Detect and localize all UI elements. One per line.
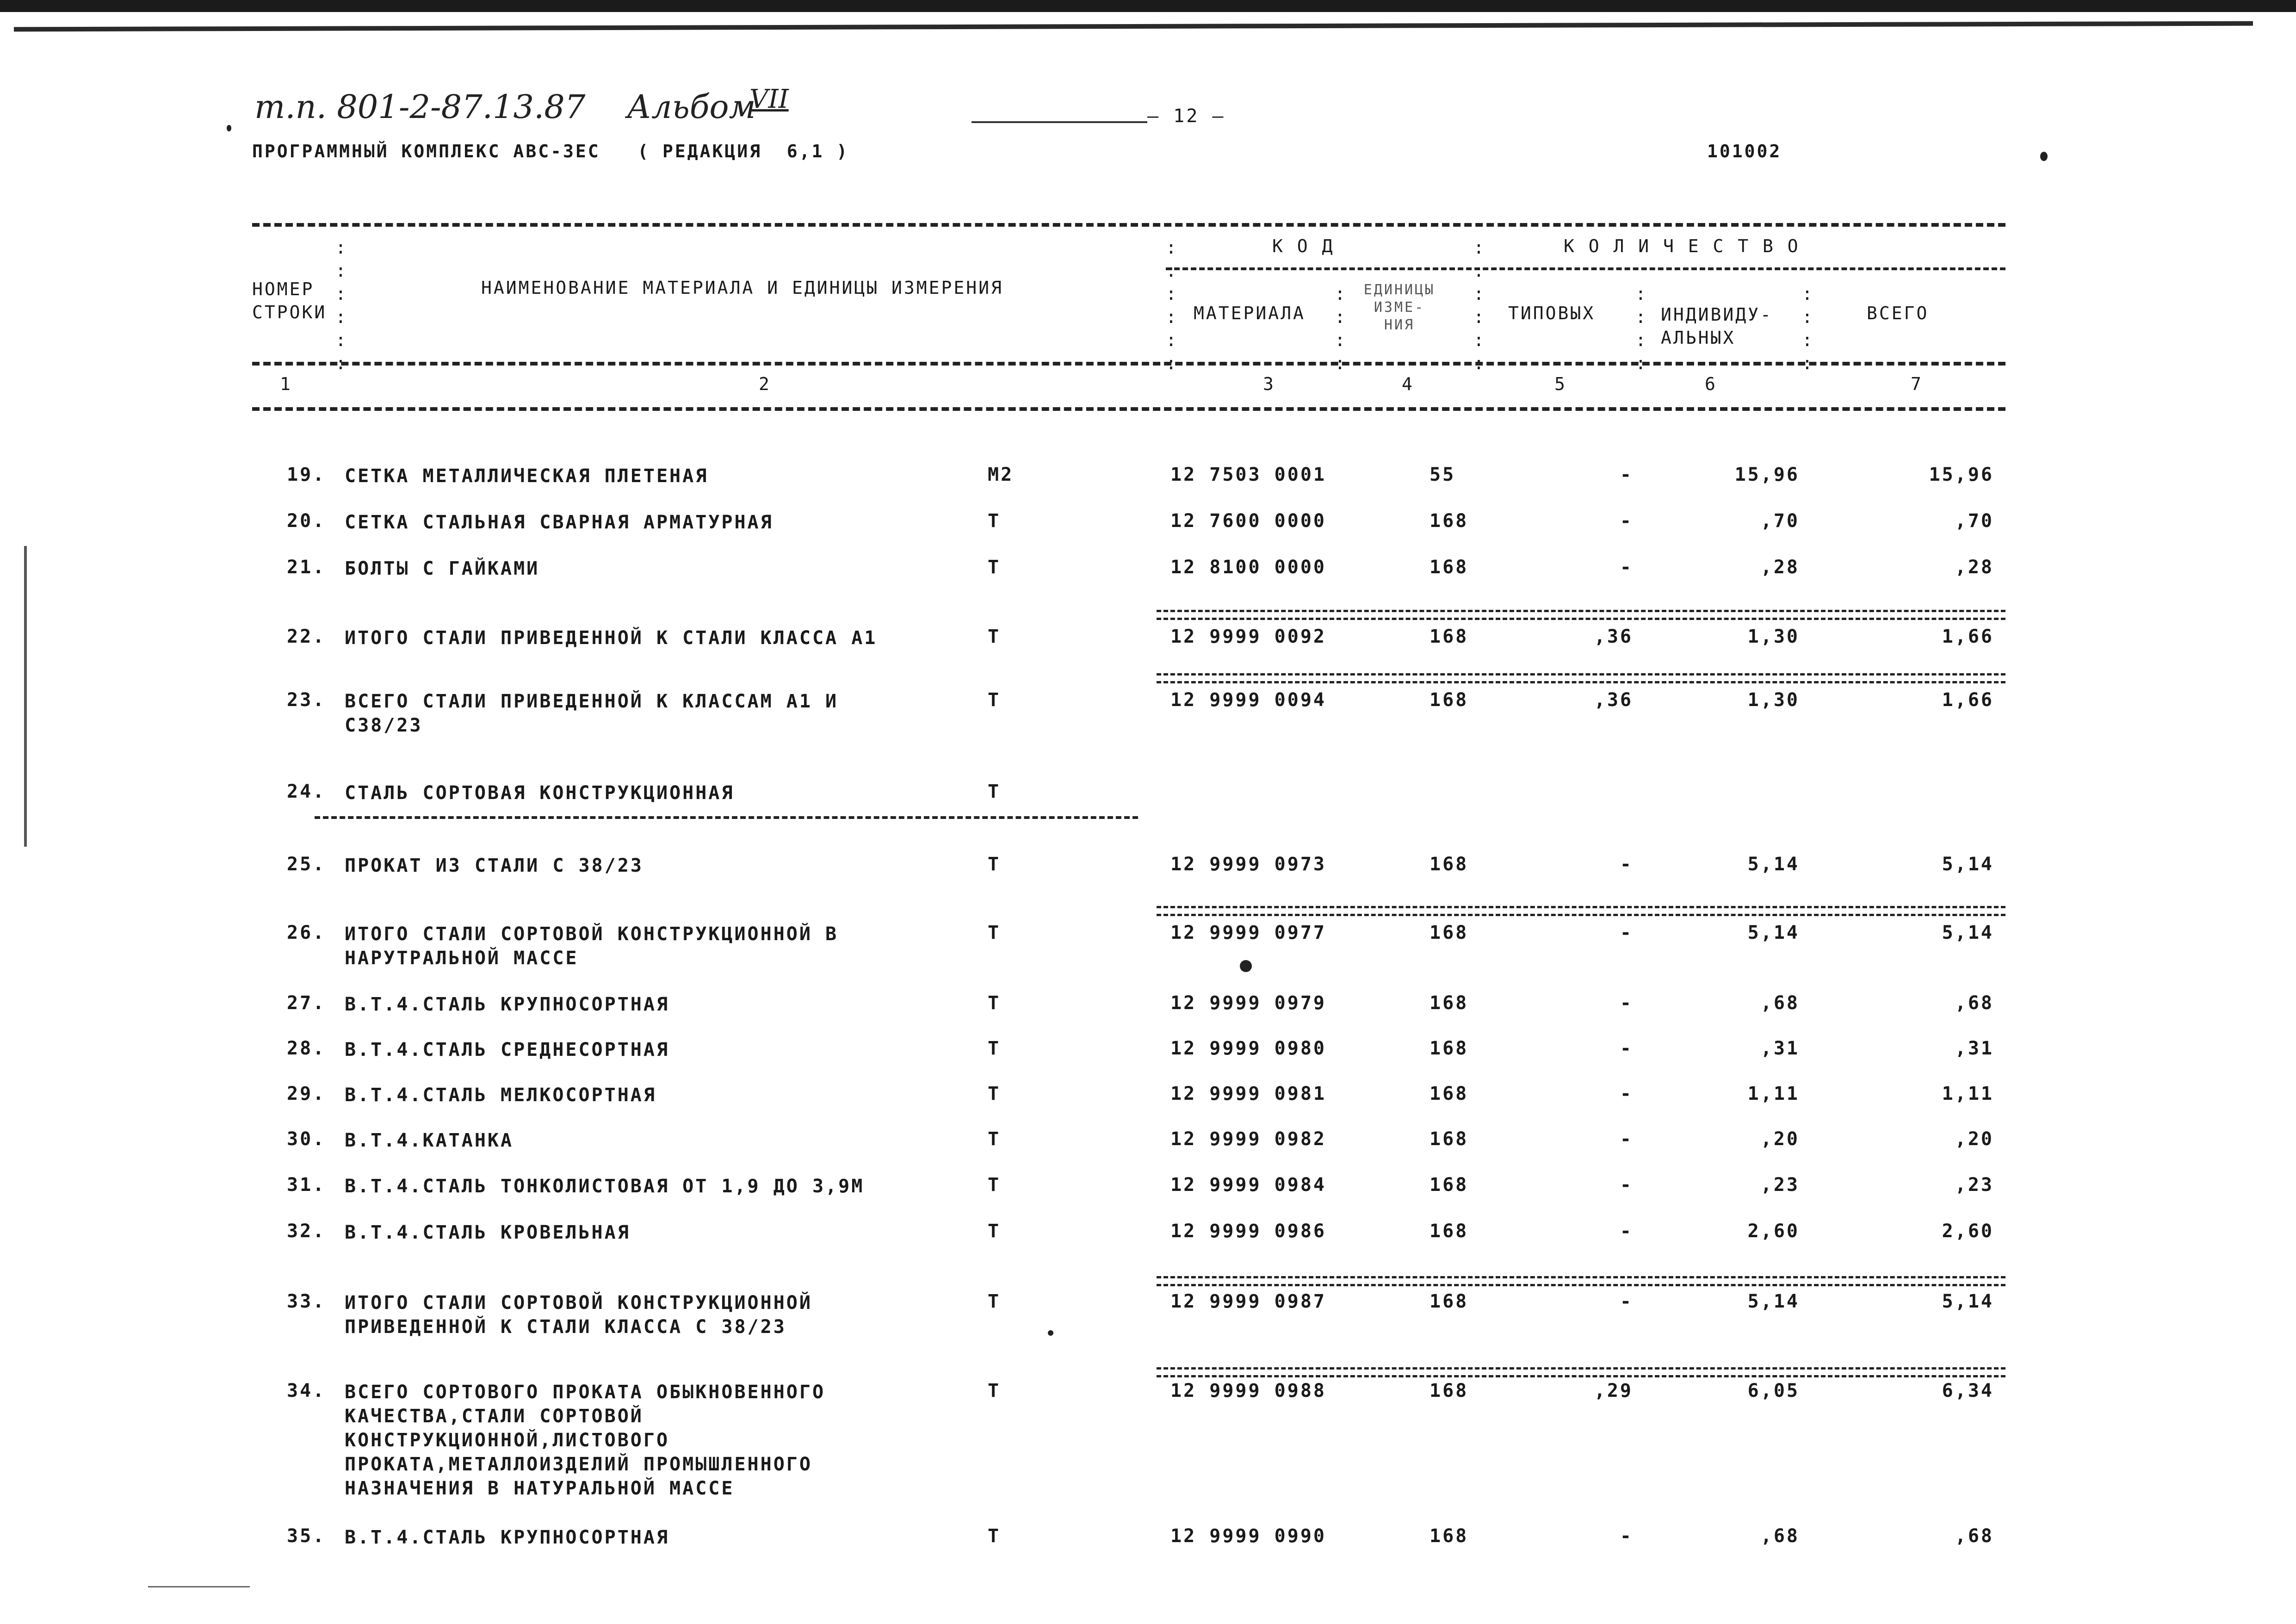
scan-left-edge-mark bbox=[24, 546, 27, 847]
material-code: 12 9999 0987 bbox=[1170, 1291, 1326, 1312]
handwritten-album: Альбом bbox=[627, 88, 756, 126]
page-number: — 12 — bbox=[1147, 105, 1225, 127]
row-number: 21. bbox=[287, 557, 326, 578]
header-colnum-rule bbox=[252, 362, 2005, 366]
qty-total: ,28 bbox=[1955, 557, 1994, 578]
material-name: ИТОГО СТАЛИ СОРТОВОЙ КОНСТРУКЦИОННОЙ В НАРУТРАЛЬНОЙ МАССЕ bbox=[345, 924, 839, 969]
qty-typical: - bbox=[1620, 992, 1633, 1014]
row-number: 28. bbox=[287, 1038, 326, 1059]
qty-typical: - bbox=[1620, 1083, 1633, 1104]
qty-typical: - bbox=[1620, 557, 1633, 578]
unit: Т bbox=[988, 922, 1001, 943]
unit-code: 168 bbox=[1430, 1083, 1469, 1104]
unit-code: 168 bbox=[1430, 992, 1469, 1014]
unit-code: 168 bbox=[1430, 854, 1469, 875]
material-name: ИТОГО СТАЛИ СОРТОВОЙ КОНСТРУКЦИОННОЙ ПРИВЕДЕННОЙ К СТАЛИ КЛАССА С 38/23 bbox=[345, 1292, 812, 1338]
qty-typical: - bbox=[1620, 1525, 1633, 1547]
row-number: 22. bbox=[287, 626, 326, 647]
unit-code: 168 bbox=[1430, 1128, 1469, 1150]
unit: Т bbox=[988, 510, 1001, 532]
underline-rule bbox=[972, 121, 1147, 123]
qty-individual: 5,14 bbox=[1747, 922, 1800, 943]
total-double-rule bbox=[1157, 1276, 2005, 1286]
material-code: 12 9999 0986 bbox=[1170, 1221, 1326, 1242]
material-code: 12 9999 0982 bbox=[1170, 1128, 1326, 1150]
header-quantity-group: К О Л И Ч Е С Т В О bbox=[1564, 236, 1800, 256]
material-code: 12 9999 0990 bbox=[1170, 1525, 1326, 1547]
unit-code: 55 bbox=[1430, 464, 1456, 485]
handwritten-album-number: VII bbox=[749, 84, 789, 114]
scan-speck bbox=[1048, 1330, 1053, 1336]
material-name: ВСЕГО СТАЛИ ПРИВЕДЕННОЙ К КЛАССАМ А1 И С38/23 bbox=[345, 691, 839, 736]
unit: Т bbox=[988, 1083, 1001, 1104]
total-double-rule bbox=[1157, 1367, 2005, 1377]
material-code: 12 9999 0094 bbox=[1170, 689, 1326, 711]
qty-typical: ,36 bbox=[1594, 689, 1633, 711]
material-name: СЕТКА СТАЛЬНАЯ СВАРНАЯ АРМАТУРНАЯ bbox=[345, 512, 774, 533]
col-number-2: 2 bbox=[759, 374, 771, 394]
scan-bottom-mark bbox=[148, 1586, 250, 1587]
unit: Т bbox=[988, 854, 1001, 875]
total-double-rule bbox=[1157, 673, 2005, 683]
qty-typical: ,29 bbox=[1594, 1380, 1633, 1401]
unit: Т bbox=[988, 1380, 1001, 1401]
material-name: ИТОГО СТАЛИ ПРИВЕДЕННОЙ К СТАЛИ КЛАССА А1 bbox=[345, 627, 878, 649]
header-bottom-rule bbox=[252, 407, 2005, 411]
header-code-material: МАТЕРИАЛА bbox=[1194, 303, 1306, 323]
unit-code: 168 bbox=[1430, 1038, 1469, 1059]
qty-typical: - bbox=[1620, 464, 1633, 485]
row-number: 23. bbox=[287, 689, 326, 711]
unit-code: 168 bbox=[1430, 557, 1469, 578]
qty-total: 1,11 bbox=[1942, 1083, 1994, 1104]
qty-individual: ,20 bbox=[1760, 1128, 1800, 1150]
qty-individual: 1,11 bbox=[1747, 1083, 1800, 1104]
row-number: 33. bbox=[287, 1291, 326, 1312]
qty-total: 5,14 bbox=[1942, 922, 1994, 943]
unit: Т bbox=[988, 626, 1001, 647]
qty-total: 15,96 bbox=[1929, 464, 1994, 485]
material-name: СЕТКА МЕТАЛЛИЧЕСКАЯ ПЛЕТЕНАЯ bbox=[345, 465, 709, 487]
header-code-unit: ЕДИНИЦЫ ИЗМЕ- НИЯ bbox=[1363, 282, 1436, 333]
material-name: В.Т.4.СТАЛЬ КРУПНОСОРТНАЯ bbox=[345, 994, 670, 1015]
qty-total: 5,14 bbox=[1942, 854, 1994, 875]
row-number: 19. bbox=[287, 464, 326, 485]
qty-total: 2,60 bbox=[1942, 1221, 1994, 1242]
qty-individual: 15,96 bbox=[1734, 464, 1800, 485]
header-separator-3: : : : : bbox=[1335, 284, 1347, 373]
material-code: 12 9999 0977 bbox=[1170, 922, 1326, 943]
qty-typical: - bbox=[1620, 1291, 1633, 1312]
qty-individual: 5,14 bbox=[1747, 854, 1800, 875]
header-mid-rule bbox=[1166, 267, 2005, 270]
handwritten-project-ref: т.п. 801-2-87.13.87 bbox=[254, 88, 586, 126]
row-number: 20. bbox=[287, 510, 326, 532]
material-name: ПРОКАТ ИЗ СТАЛИ С 38/23 bbox=[345, 855, 644, 876]
qty-total: 5,14 bbox=[1942, 1291, 1994, 1312]
material-name: В.Т.4.СТАЛЬ МЕЛКОСОРТНАЯ bbox=[345, 1085, 656, 1106]
qty-individual: 1,30 bbox=[1747, 689, 1800, 711]
row-number: 25. bbox=[287, 854, 326, 875]
unit-code: 168 bbox=[1430, 689, 1469, 711]
row-number: 24. bbox=[287, 781, 326, 802]
header-material-name: НАИМЕНОВАНИЕ МАТЕРИАЛА И ЕДИНИЦЫ ИЗМЕРЕНИЯ bbox=[481, 278, 1003, 298]
material-code: 12 7503 0001 bbox=[1170, 464, 1326, 485]
qty-total: ,70 bbox=[1955, 510, 1994, 532]
scan-top-shadow bbox=[14, 21, 2253, 32]
qty-typical: - bbox=[1620, 922, 1633, 943]
unit: Т bbox=[988, 1128, 1001, 1150]
unit-code: 168 bbox=[1430, 1221, 1469, 1242]
scan-top-edge bbox=[0, 0, 2296, 12]
scan-speck bbox=[227, 125, 231, 131]
material-code: 12 9999 0973 bbox=[1170, 854, 1326, 875]
unit: Т bbox=[988, 689, 1001, 711]
program-line: ПРОГРАММНЫЙ КОМПЛЕКС АВС-3ЕС ( РЕДАКЦИЯ 6,1 ) bbox=[252, 141, 849, 161]
unit-code: 168 bbox=[1430, 1380, 1469, 1401]
unit: Т bbox=[988, 992, 1001, 1014]
material-name: В.Т.4.КАТАНКА bbox=[345, 1130, 514, 1151]
row-number: 26. bbox=[287, 922, 326, 943]
unit: Т bbox=[988, 1291, 1001, 1312]
header-top-rule bbox=[252, 223, 2005, 227]
qty-typical: - bbox=[1620, 510, 1633, 532]
unit: Т bbox=[988, 1525, 1001, 1547]
row-number: 30. bbox=[287, 1128, 326, 1150]
col-number-6: 6 bbox=[1705, 374, 1717, 394]
qty-typical: - bbox=[1620, 1038, 1633, 1059]
qty-typical: - bbox=[1620, 1221, 1633, 1242]
section-rule bbox=[315, 816, 1138, 819]
qty-total: 1,66 bbox=[1942, 626, 1994, 647]
header-separator-5: : : : : bbox=[1635, 284, 1648, 373]
header-separator-6: : : : : bbox=[1802, 284, 1814, 373]
col-number-1: 1 bbox=[280, 374, 292, 394]
material-name: В.Т.4.СТАЛЬ СРЕДНЕСОРТНАЯ bbox=[345, 1039, 670, 1060]
qty-individual: 1,30 bbox=[1747, 626, 1800, 647]
qty-total: ,31 bbox=[1955, 1038, 1994, 1059]
col-number-7: 7 bbox=[1911, 374, 1923, 394]
header-separator-4: : : : : : : bbox=[1473, 237, 1486, 373]
material-code: 12 9999 0988 bbox=[1170, 1380, 1326, 1401]
qty-total: ,68 bbox=[1955, 992, 1994, 1014]
row-number: 32. bbox=[287, 1221, 326, 1242]
material-code: 12 8100 0000 bbox=[1170, 557, 1326, 578]
unit-code: 168 bbox=[1430, 922, 1469, 943]
unit-code: 168 bbox=[1430, 1525, 1469, 1547]
qty-typical: - bbox=[1620, 1174, 1633, 1196]
header-qty-typical: ТИПОВЫХ bbox=[1508, 303, 1596, 323]
material-code: 12 9999 0979 bbox=[1170, 992, 1326, 1014]
row-number: 34. bbox=[287, 1380, 326, 1401]
qty-individual: ,31 bbox=[1760, 1038, 1800, 1059]
total-double-rule bbox=[1157, 906, 2005, 916]
qty-individual: ,70 bbox=[1760, 510, 1800, 532]
qty-total: ,20 bbox=[1955, 1128, 1994, 1150]
qty-total: 1,66 bbox=[1942, 689, 1994, 711]
total-double-rule bbox=[1157, 610, 2005, 620]
material-code: 12 9999 0980 bbox=[1170, 1038, 1326, 1059]
unit: Т bbox=[988, 557, 1001, 578]
material-name: БОЛТЫ С ГАЙКАМИ bbox=[345, 558, 540, 579]
row-number: 35. bbox=[287, 1525, 326, 1547]
unit-code: 168 bbox=[1430, 510, 1469, 532]
unit: Т bbox=[988, 1221, 1001, 1242]
qty-individual: ,28 bbox=[1760, 557, 1800, 578]
col-number-4: 4 bbox=[1402, 374, 1414, 394]
material-name: СТАЛЬ СОРТОВАЯ КОНСТРУКЦИОННАЯ bbox=[345, 782, 735, 804]
material-name: В.Т.4.СТАЛЬ КРОВЕЛЬНАЯ bbox=[345, 1222, 631, 1243]
material-name: В.Т.4.СТАЛЬ ТОНКОЛИСТОВАЯ ОТ 1,9 ДО 3,9М bbox=[345, 1176, 865, 1197]
header-row-number: НОМЕР СТРОКИ bbox=[252, 279, 327, 322]
qty-total: 6,34 bbox=[1942, 1380, 1994, 1401]
material-name: В.Т.4.СТАЛЬ КРУПНОСОРТНАЯ bbox=[345, 1527, 670, 1548]
qty-total: ,68 bbox=[1955, 1525, 1994, 1547]
unit-code: 168 bbox=[1430, 626, 1469, 647]
unit-code: 168 bbox=[1430, 1174, 1469, 1196]
row-number: 31. bbox=[287, 1174, 326, 1196]
qty-individual: 6,05 bbox=[1747, 1380, 1800, 1401]
material-name: ВСЕГО СОРТОВОГО ПРОКАТА ОБЫКНОВЕННОГО КАЧЕСТВА,СТАЛИ СОРТОВОЙ КОНСТРУКЦИОННОЙ,ЛИСТОВОГО ПРОКАТА,МЕТАЛЛОИЗДЕЛИЙ ПРОМЫШЛЕННОГО НАЗНАЧЕНИЯ В НАТУРАЛЬНОЙ МАССЕ bbox=[345, 1382, 826, 1499]
scan-speck bbox=[1240, 960, 1252, 972]
header-code-group: К О Д bbox=[1272, 236, 1335, 256]
header-separator-2: : : : : : : bbox=[1166, 237, 1178, 373]
qty-typical: - bbox=[1620, 1128, 1633, 1150]
qty-individual: ,23 bbox=[1760, 1174, 1800, 1196]
header-qty-total: ВСЕГО bbox=[1867, 303, 1929, 323]
unit: М2 bbox=[988, 464, 1014, 485]
unit: Т bbox=[988, 1038, 1001, 1059]
col-number-3: 3 bbox=[1263, 374, 1275, 394]
qty-typical: - bbox=[1620, 854, 1633, 875]
qty-individual: ,68 bbox=[1760, 1525, 1800, 1547]
material-code: 12 9999 0984 bbox=[1170, 1174, 1326, 1196]
qty-individual: 5,14 bbox=[1747, 1291, 1800, 1312]
material-code: 12 7600 0000 bbox=[1170, 510, 1326, 532]
header-qty-individual: ИНДИВИДУ- АЛЬНЫХ bbox=[1661, 304, 1773, 348]
row-number: 29. bbox=[287, 1083, 326, 1104]
document-code: 101002 bbox=[1707, 141, 1782, 161]
unit: Т bbox=[988, 1174, 1001, 1196]
material-code: 12 9999 0981 bbox=[1170, 1083, 1326, 1104]
qty-total: ,23 bbox=[1955, 1174, 1994, 1196]
row-number: 27. bbox=[287, 992, 326, 1014]
scan-speck bbox=[2040, 152, 2048, 161]
header-separator-1: : : : : : : bbox=[335, 237, 348, 373]
unit: Т bbox=[988, 781, 1001, 802]
material-code: 12 9999 0092 bbox=[1170, 626, 1326, 647]
qty-typical: ,36 bbox=[1594, 626, 1633, 647]
qty-individual: ,68 bbox=[1760, 992, 1800, 1014]
qty-individual: 2,60 bbox=[1747, 1221, 1800, 1242]
col-number-5: 5 bbox=[1554, 374, 1567, 394]
unit-code: 168 bbox=[1430, 1291, 1469, 1312]
